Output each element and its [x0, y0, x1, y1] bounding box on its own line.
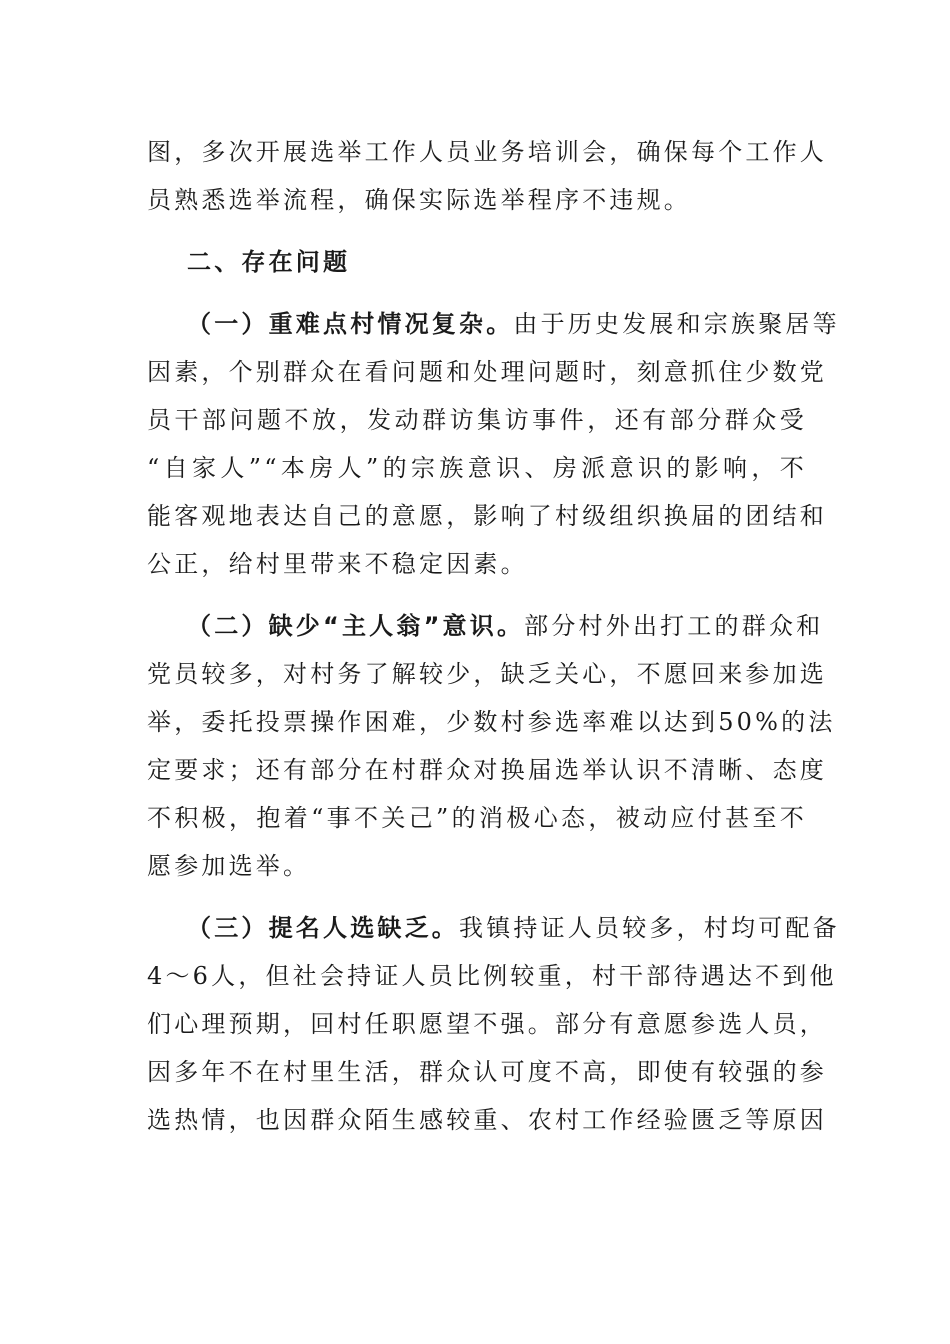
text-line: 举，委托投票操作困难，少数村参选率难以达到50%的法: [147, 708, 836, 736]
text-line: [147, 904, 840, 952]
issue-paragraph-2: [147, 602, 836, 890]
intro-paragraph: [147, 128, 827, 224]
issue-title: （一）重难点村情况复杂。: [187, 310, 514, 338]
text-line: “自家人”“本房人”的宗族意识、房派意识的影响，不: [147, 454, 807, 482]
issue-paragraph-1: [147, 300, 840, 588]
text-line: 选热情，也因群众陌生感较重、农村工作经验匮乏等原因: [147, 1106, 827, 1134]
issue-title: （三）提名人选缺乏。: [187, 914, 459, 942]
issue-text: 我镇持证人员较多，村均可配备: [459, 914, 840, 942]
issue-text: 由于历史发展和宗族聚居等: [513, 310, 840, 338]
section-heading: 二、存在问题: [187, 248, 351, 276]
text-line: 定要求；还有部分在村群众对换届选举认识不清晰、态度: [147, 756, 827, 784]
text-line: 因素，个别群众在看问题和处理问题时，刻意抓住少数党: [147, 358, 827, 386]
text-line: 员干部问题不放，发动群访集访事件，还有部分群众受: [147, 406, 807, 434]
text-line: 公正，给村里带来不稳定因素。: [147, 550, 528, 578]
text-line: 愿参加选举。: [147, 852, 311, 880]
text-line: 图，多次开展选举工作人员业务培训会，确保每个工作人: [147, 138, 827, 166]
issue-paragraph-3: [147, 904, 840, 1144]
text-line: 员熟悉选举流程，确保实际选举程序不违规。: [147, 186, 691, 214]
text-line: 能客观地表达自己的意愿，影响了村级组织换届的团结和: [147, 502, 827, 530]
issue-text: 部分村外出打工的群众和: [524, 612, 824, 640]
text-line: [147, 602, 824, 650]
document-body: [147, 128, 840, 1144]
text-line: 4～6人，但社会持证人员比例较重，村干部待遇达不到他: [147, 962, 837, 990]
text-line: 不积极，抱着“事不关己”的消极心态，被动应付甚至不: [147, 804, 807, 832]
text-line: 因多年不在村里生活，群众认可度不高，即使有较强的参: [147, 1058, 827, 1086]
text-line: [147, 300, 840, 348]
issue-title: （二）缺少“主人翁”意识。: [187, 612, 525, 640]
text-line: 们心理预期，回村任职愿望不强。部分有意愿参选人员，: [147, 1010, 827, 1038]
text-line: 党员较多，对村务了解较少，缺乏关心，不愿回来参加选: [147, 660, 827, 688]
